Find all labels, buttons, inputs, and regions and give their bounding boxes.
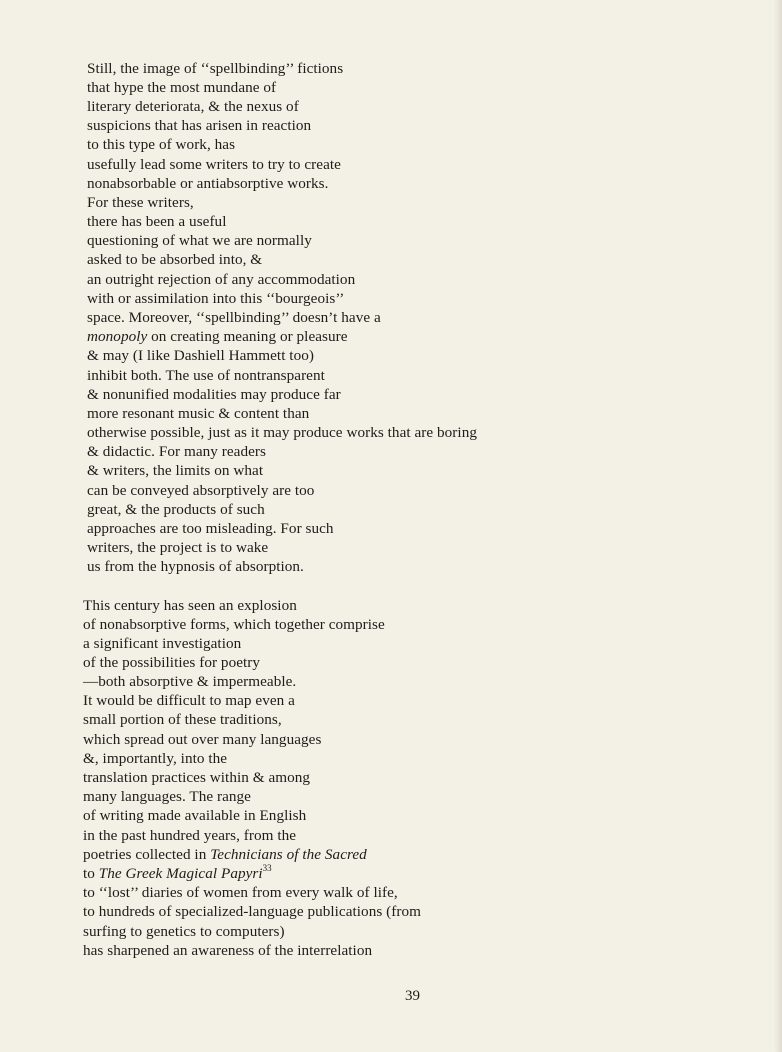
text-line: great, & the products of such xyxy=(87,501,265,518)
text-line: This century has seen an explosion xyxy=(83,597,297,614)
text-line: Still, the image of ‘‘spellbinding’’ fictions xyxy=(87,60,344,77)
text-line: more resonant music & content than xyxy=(87,405,310,422)
text-line: a significant investigation xyxy=(83,635,242,652)
text-line: & writers, the limits on what xyxy=(87,462,264,479)
text-line: approaches are too misleading. For such xyxy=(87,520,334,537)
text-line: small portion of these traditions, xyxy=(83,711,282,728)
footnote-marker: 33 xyxy=(262,862,272,873)
text-line: For these writers, xyxy=(87,194,194,211)
text-line: of nonabsorptive forms, which together comprise xyxy=(83,616,385,633)
text-line: many languages. The range xyxy=(83,788,251,805)
page-number: 39 xyxy=(405,988,420,1004)
text-line: nonabsorbable or antiabsorptive works. xyxy=(87,175,329,192)
text-line: to hundreds of specialized-language publications (from xyxy=(83,903,421,920)
text-line: surfing to genetics to computers) xyxy=(83,923,285,940)
text-line: to ‘‘lost’’ diaries of women from every walk of life, xyxy=(83,884,398,901)
text-line: usefully lead some writers to try to create xyxy=(87,156,341,173)
text-line: questioning of what we are normally xyxy=(87,232,312,249)
text-line: It would be difficult to map even a xyxy=(83,692,295,709)
italic-word: monopoly xyxy=(87,328,148,345)
text-line: inhibit both. The use of nontransparent xyxy=(87,367,325,384)
text-line: which spread out over many languages xyxy=(83,731,322,748)
text-line: suspicions that has arisen in reaction xyxy=(87,117,312,134)
text-line: writers, the project is to wake xyxy=(87,539,269,556)
text-line: translation practices within & among xyxy=(83,769,311,786)
text-line: space. Moreover, ‘‘spellbinding’’ doesn’t have a xyxy=(87,309,381,326)
italic-title: The Greek Magical Papyri xyxy=(98,865,263,882)
text-line: & may (I like Dashiell Hammett too) xyxy=(87,347,314,364)
text-line: & didactic. For many readers xyxy=(87,443,266,460)
text-fragment: on creating meaning or pleasure xyxy=(147,328,348,345)
text-line: an outright rejection of any accommodation xyxy=(87,271,356,288)
text-line: asked to be absorbed into, & xyxy=(87,251,263,268)
text-line: of the possibilities for poetry xyxy=(83,654,261,671)
italic-title: Technicians of the Sacred xyxy=(210,846,367,863)
text-line: has sharpened an awareness of the interrelation xyxy=(83,942,373,959)
text-line: in the past hundred years, from the xyxy=(83,827,297,844)
text-line: &, importantly, into the xyxy=(83,750,228,767)
text-line: otherwise possible, just as it may produce works that are boring xyxy=(87,424,477,441)
text-line: can be conveyed absorptively are too xyxy=(87,482,315,499)
text-line: there has been a useful xyxy=(87,213,227,230)
text-fragment: poetries collected in xyxy=(83,846,211,863)
text-fragment: to xyxy=(83,865,99,882)
text-line: that hype the most mundane of xyxy=(87,79,277,96)
text-line-with-italic xyxy=(87,327,348,346)
text-line: literary deteriorata, & the nexus of xyxy=(87,98,299,115)
text-line: of writing made available in English xyxy=(83,807,307,824)
text-line: with or assimilation into this ‘‘bourgeois’’ xyxy=(87,290,345,307)
text-line: to this type of work, has xyxy=(87,136,236,153)
text-line: us from the hypnosis of absorption. xyxy=(87,558,304,575)
text-line: & nonunified modalities may produce far xyxy=(87,386,341,403)
text-line-with-italic xyxy=(83,864,272,883)
text-line: —both absorptive & impermeable. xyxy=(83,673,297,690)
page-edge-shadow xyxy=(774,0,782,1052)
text-line-with-italic xyxy=(83,845,367,864)
